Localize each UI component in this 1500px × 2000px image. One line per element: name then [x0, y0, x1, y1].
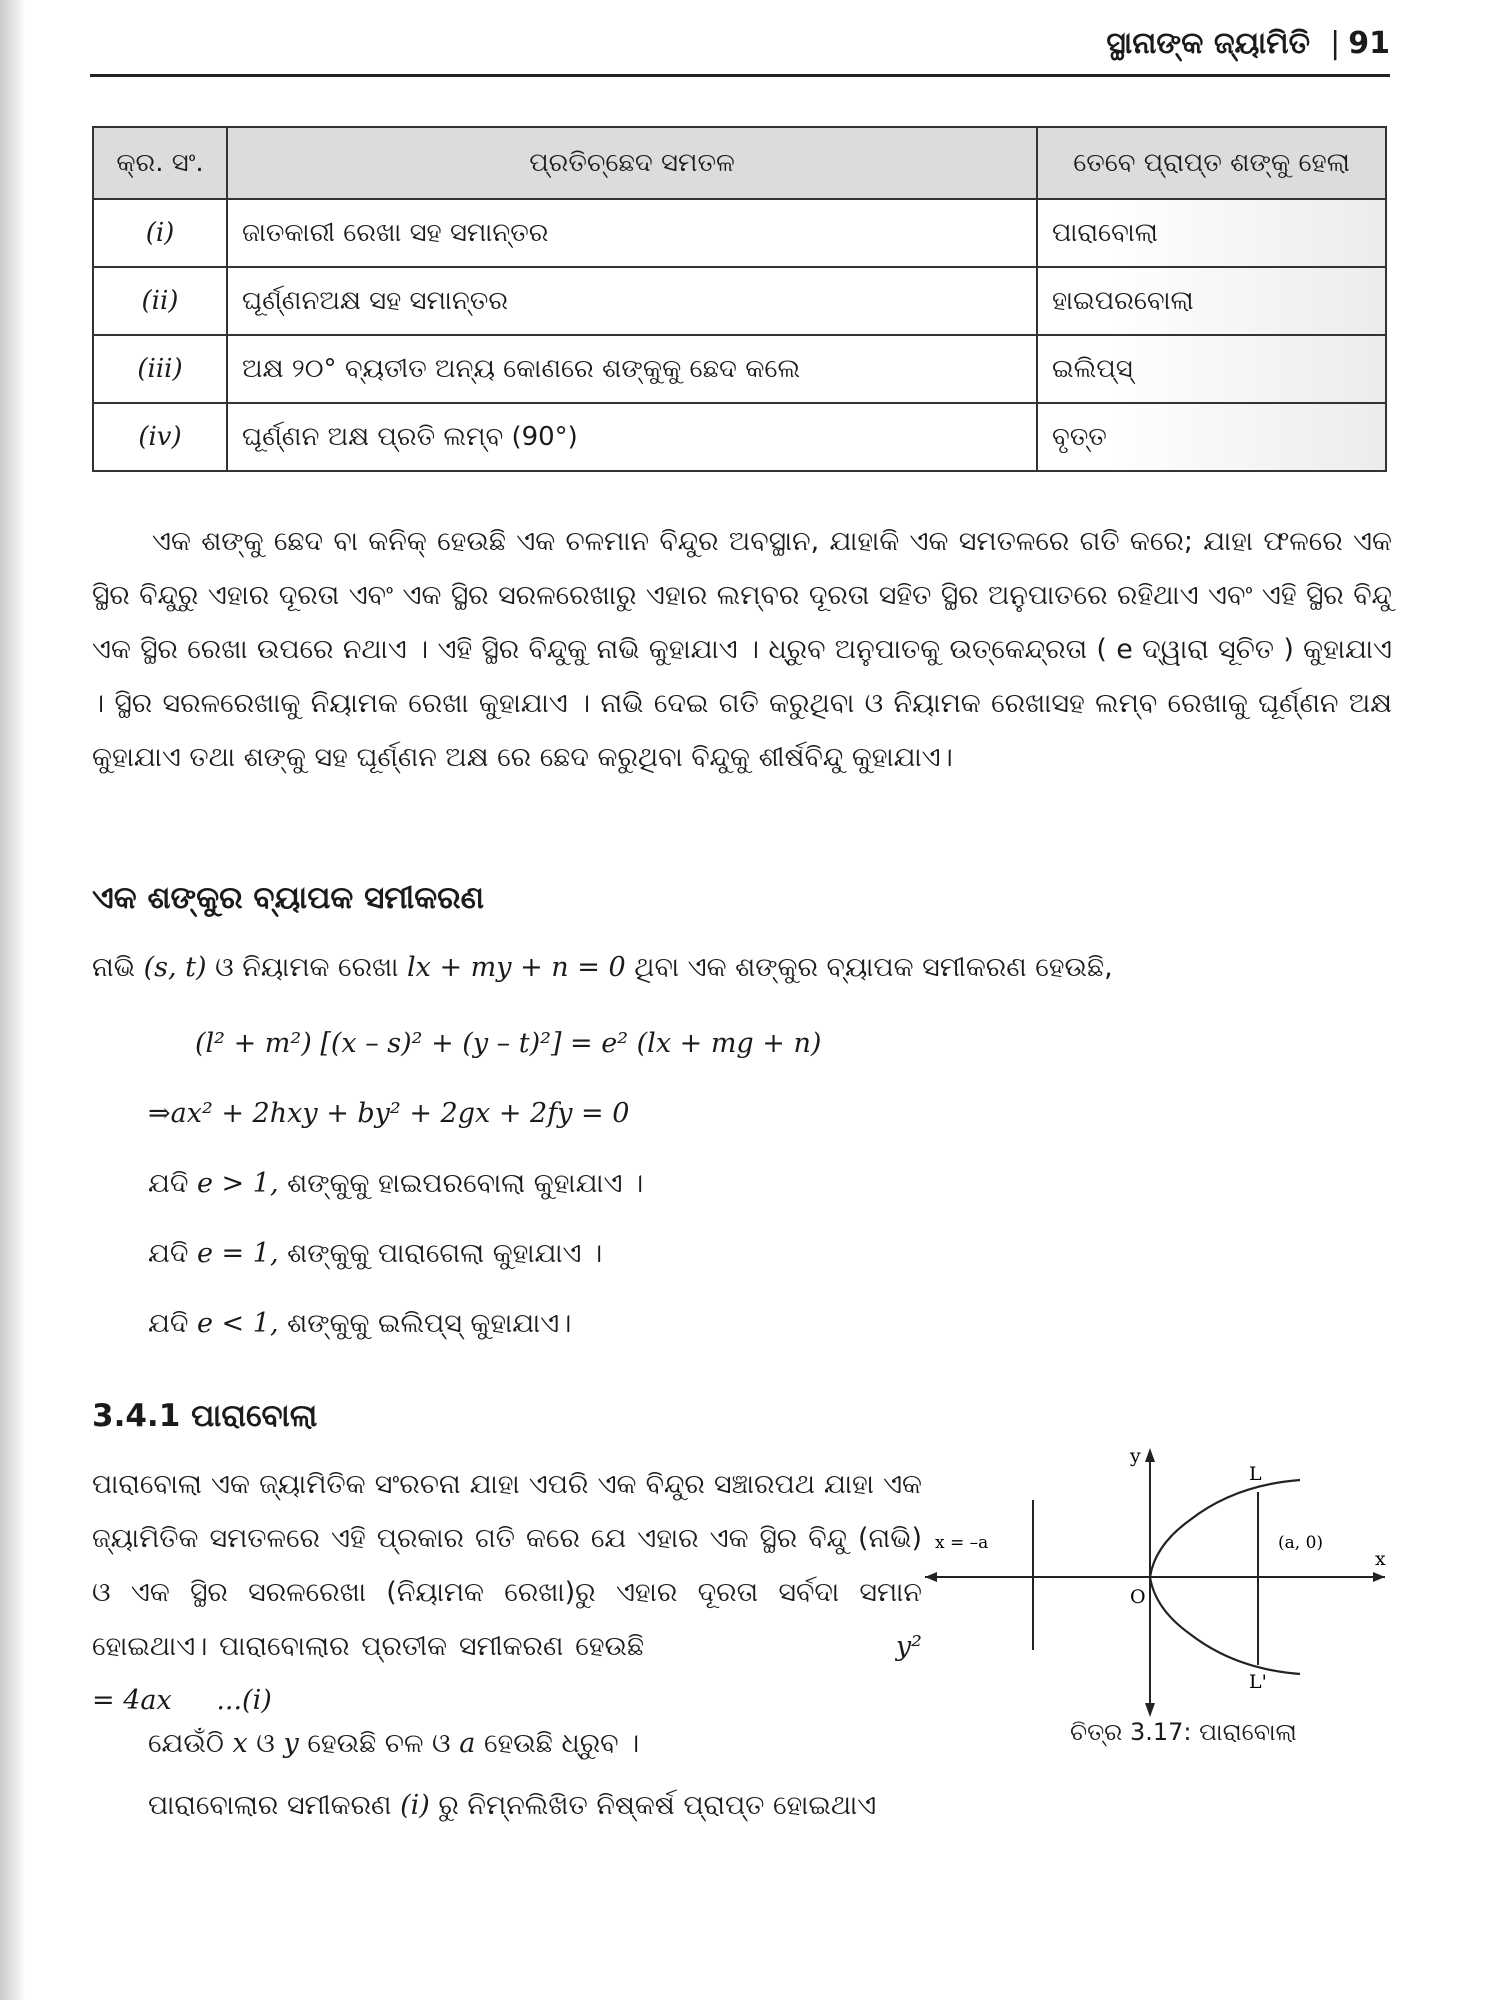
table-header-plane: ପ୍ରତିଚ୍ଛେଦ ସମତଳ: [227, 127, 1037, 199]
case-ellipse: [148, 1308, 571, 1340]
note-text: ଯେଉଁଠି: [148, 1728, 224, 1759]
note-text: ଓ: [256, 1728, 275, 1759]
case-condition: e > 1,: [197, 1168, 279, 1199]
conclusion-text: ପାରାବୋଲାର ସମୀକରଣ: [148, 1790, 392, 1821]
parabola-figure: [925, 1440, 1395, 1740]
row-number: (iv): [93, 403, 227, 471]
running-header: [90, 18, 1390, 77]
variables-note: [148, 1728, 639, 1760]
y-axis-arrow-up: [1145, 1448, 1155, 1462]
focus-coordinates: (s, t): [143, 952, 207, 983]
row-plane: ଅକ୍ଷ ୨୦° ବ୍ୟତୀତ ଅନ୍ୟ କୋଣରେ ଶଙ୍କୁକୁ ଛେଦ କଲେ: [227, 335, 1037, 403]
row-plane: ଘୂର୍ଣ୍ଣନ ଅକ୍ଷ ପ୍ରତି ଲମ୍ବ (90°): [227, 403, 1037, 471]
row-result: ହାଇପରବୋଲା: [1037, 267, 1386, 335]
row-plane: ଘୂର୍ଣ୍ଣନଅକ୍ଷ ସହ ସମାନ୍ତର: [227, 267, 1037, 335]
note-var-a: a: [459, 1728, 476, 1759]
note-var-y: y: [283, 1728, 299, 1759]
case-condition: e = 1,: [197, 1238, 279, 1269]
y-axis-label: y: [1130, 1445, 1141, 1467]
intro-suffix: ଥିବା ଏକ ଶଙ୍କୁର ବ୍ୟାପକ ସମୀକରଣ ହେଉଛି,: [634, 952, 1113, 983]
table-header-serial: କ୍ର. ସଂ.: [93, 127, 227, 199]
general-equation-heading: ଏକ ଶଙ୍କୁର ବ୍ୟାପକ ସମୀକରଣ: [92, 880, 485, 916]
point-l-label: L: [1249, 1463, 1262, 1485]
y-axis-arrow-down: [1145, 1703, 1155, 1717]
note-text: ହେଉଛି ଧ୍ରୁବ ।: [483, 1728, 640, 1759]
conclusion-text: ରୁ ନିମ୍ନଲିଖିତ ନିଷ୍କର୍ଷ ପ୍ରାପ୍ତ ହୋଇଥାଏ: [438, 1790, 877, 1821]
equation-label: ...(i): [216, 1685, 272, 1716]
case-hyperbola: [148, 1168, 643, 1200]
note-var-x: x: [232, 1728, 248, 1759]
header-title: ସ୍ଥାନାଙ୍କ ଜ୍ୟାମିତି: [1106, 26, 1310, 61]
case-text: ଶଙ୍କୁକୁ ପାରାଗେଲା କୁହାଯାଏ ।: [287, 1238, 603, 1269]
case-text: ଶଙ୍କୁକୁ ହାଇପରବୋଲା କୁହାଯାଏ ।: [287, 1168, 644, 1199]
conclusion-line: [148, 1790, 876, 1822]
row-number: (i): [93, 199, 227, 267]
row-number: (iii): [93, 335, 227, 403]
equation-reference: (i): [400, 1790, 430, 1821]
case-prefix: ଯଦି: [148, 1238, 189, 1269]
table-row: [93, 335, 1386, 403]
case-text: ଶଙ୍କୁକୁ ଇଲିପ୍‌ସ୍ କୁହାଯାଏ।: [287, 1308, 572, 1339]
case-parabola: [148, 1238, 602, 1270]
caption-number: ଚିତ୍ର 3.17:: [1070, 1718, 1192, 1746]
table-row: [93, 267, 1386, 335]
x-axis-arrow-left: [925, 1572, 937, 1582]
directrix-equation: lx + my + n = 0: [407, 952, 626, 983]
case-prefix: ଯଦି: [148, 1308, 189, 1339]
parabola-definition: ପାରାବୋଲା ଏକ ଜ୍ୟାମିତିକ ସଂରଚନା ଯାହା ଏପରି ଏକ ବିନ୍ଦୁର ସଞ୍ଚାରପଥ ଯାହା ଏକ ଜ୍ୟାମିତିକ ସମତଳରେ ଏହି ପ୍ରକାର ଗତି କରେ ଯେ ଏହାର ଏକ ସ୍ଥିର ବିନ୍ଦୁ (ନାଭି) ଓ ଏକ ସ୍ଥିର ସରଳରେଖା (ନିୟାମକ ରେଖା)ରୁ ଏହାର ଦୂରତା ସର୍ବଦା ସମାନ ହୋଇଥାଏ। ପାରାବୋଲାର ପ୍ରତୀକ ସମୀକରଣ ହେଉଛି: [92, 1469, 922, 1662]
row-result: ବୃତ୍ତ: [1037, 403, 1386, 471]
conic-sections-table: [92, 126, 1387, 472]
standard-equation: y² = 4ax: [92, 1631, 922, 1716]
table-row: [93, 403, 1386, 471]
table-header-row: [93, 127, 1386, 199]
section-title: ପାରାବୋଲା: [191, 1398, 318, 1434]
caption-text: ପାରାବୋଲା: [1199, 1718, 1297, 1746]
parabola-paragraph: [92, 1458, 922, 1728]
case-prefix: ଯଦି: [148, 1168, 189, 1199]
row-result: ପାରାବୋଲା: [1037, 199, 1386, 267]
case-condition: e < 1,: [197, 1308, 279, 1339]
parabola-section-title: [92, 1398, 317, 1435]
equation-general-form: (l² + m²) [(x – s)² + (y – t)²] = e² (lx + mg + n): [195, 1028, 822, 1059]
row-number: (ii): [93, 267, 227, 335]
section-number: 3.4.1: [92, 1398, 181, 1434]
equation-expanded-form: ⇒ax² + 2hxy + by² + 2gx + 2fy = 0: [148, 1098, 630, 1129]
directrix-label: x = –a: [935, 1533, 989, 1553]
intro-paragraph: ଏକ ଶଙ୍କୁ ଛେଦ ବା କନିକ୍ ହେଉଛି ଏକ ଚଳମାନ ବିନ୍ଦୁର ଅବସ୍ଥାନ, ଯାହାକି ଏକ ସମତଳରେ ଗତି କରେ; ଯାହା ଫଳରେ ଏକ ସ୍ଥିର ବିନ୍ଦୁରୁ ଏହାର ଦୂରତା ଏବଂ ଏକ ସ୍ଥିର ସରଳରେଖାରୁ ଏହାର ଲମ୍ବର ଦୂରତା ସହିତ ସ୍ଥିର ଅନୁପାତରେ ରହିଥାଏ ଏବଂ ଏହି ସ୍ଥିର ବିନ୍ଦୁ ଏକ ସ୍ଥିର ରେଖା ଉପରେ ନଥାଏ । ଏହି ସ୍ଥିର ବିନ୍ଦୁକୁ ନାଭି କୁହାଯାଏ । ଧ୍ରୁବ ଅନୁପାତକୁ ଉତ୍କେନ୍ଦ୍ରତା ( e ଦ୍ୱାରା ସୂଚିତ ) କୁହାଯାଏ । ସ୍ଥିର ସରଳରେଖାକୁ ନିୟାମକ ରେଖା କୁହାଯାଏ । ନାଭି ଦେଇ ଗତି କରୁଥିବା ଓ ନିୟାମକ ରେଖାସହ ଲମ୍ବ ରେଖାକୁ ଘୂର୍ଣ୍ଣନ ଅକ୍ଷ କୁହାଯାଏ ତଥା ଶଙ୍କୁ ସହ ଘୂର୍ଣ୍ଣନ ଅକ୍ଷ ରେ ଛେଦ କରୁଥିବା ବିନ୍ଦୁକୁ ଶୀର୍ଷବିନ୍ଦୁ କୁହାଯାଏ।: [92, 526, 1392, 773]
note-text: ହେଉଛି ଚଳ ଓ: [307, 1728, 451, 1759]
table-row: [93, 199, 1386, 267]
row-result: ଇଲିପ୍‌ସ୍: [1037, 335, 1386, 403]
general-equation-intro: [92, 952, 1113, 984]
table-header-result: ତେବେ ପ୍ରାପ୍ତ ଶଙ୍କୁ ହେଲା: [1037, 127, 1386, 199]
intro-prefix: ନାଭି: [92, 952, 135, 983]
page-number: | 91: [1330, 26, 1390, 61]
origin-label: O: [1130, 1586, 1146, 1608]
intro-mid: ଓ ନିୟାମକ ରେଖା: [215, 952, 399, 983]
x-axis-label: x: [1375, 1548, 1386, 1570]
figure-caption: [1070, 1718, 1297, 1746]
point-l-prime-label: L': [1249, 1671, 1267, 1693]
focus-label: (a, 0): [1278, 1533, 1324, 1553]
row-plane: ଜାତକାରୀ ରେଖା ସହ ସମାନ୍ତର: [227, 199, 1037, 267]
page-edge-shadow: [0, 0, 26, 2000]
x-axis-arrow-right: [1373, 1572, 1385, 1582]
